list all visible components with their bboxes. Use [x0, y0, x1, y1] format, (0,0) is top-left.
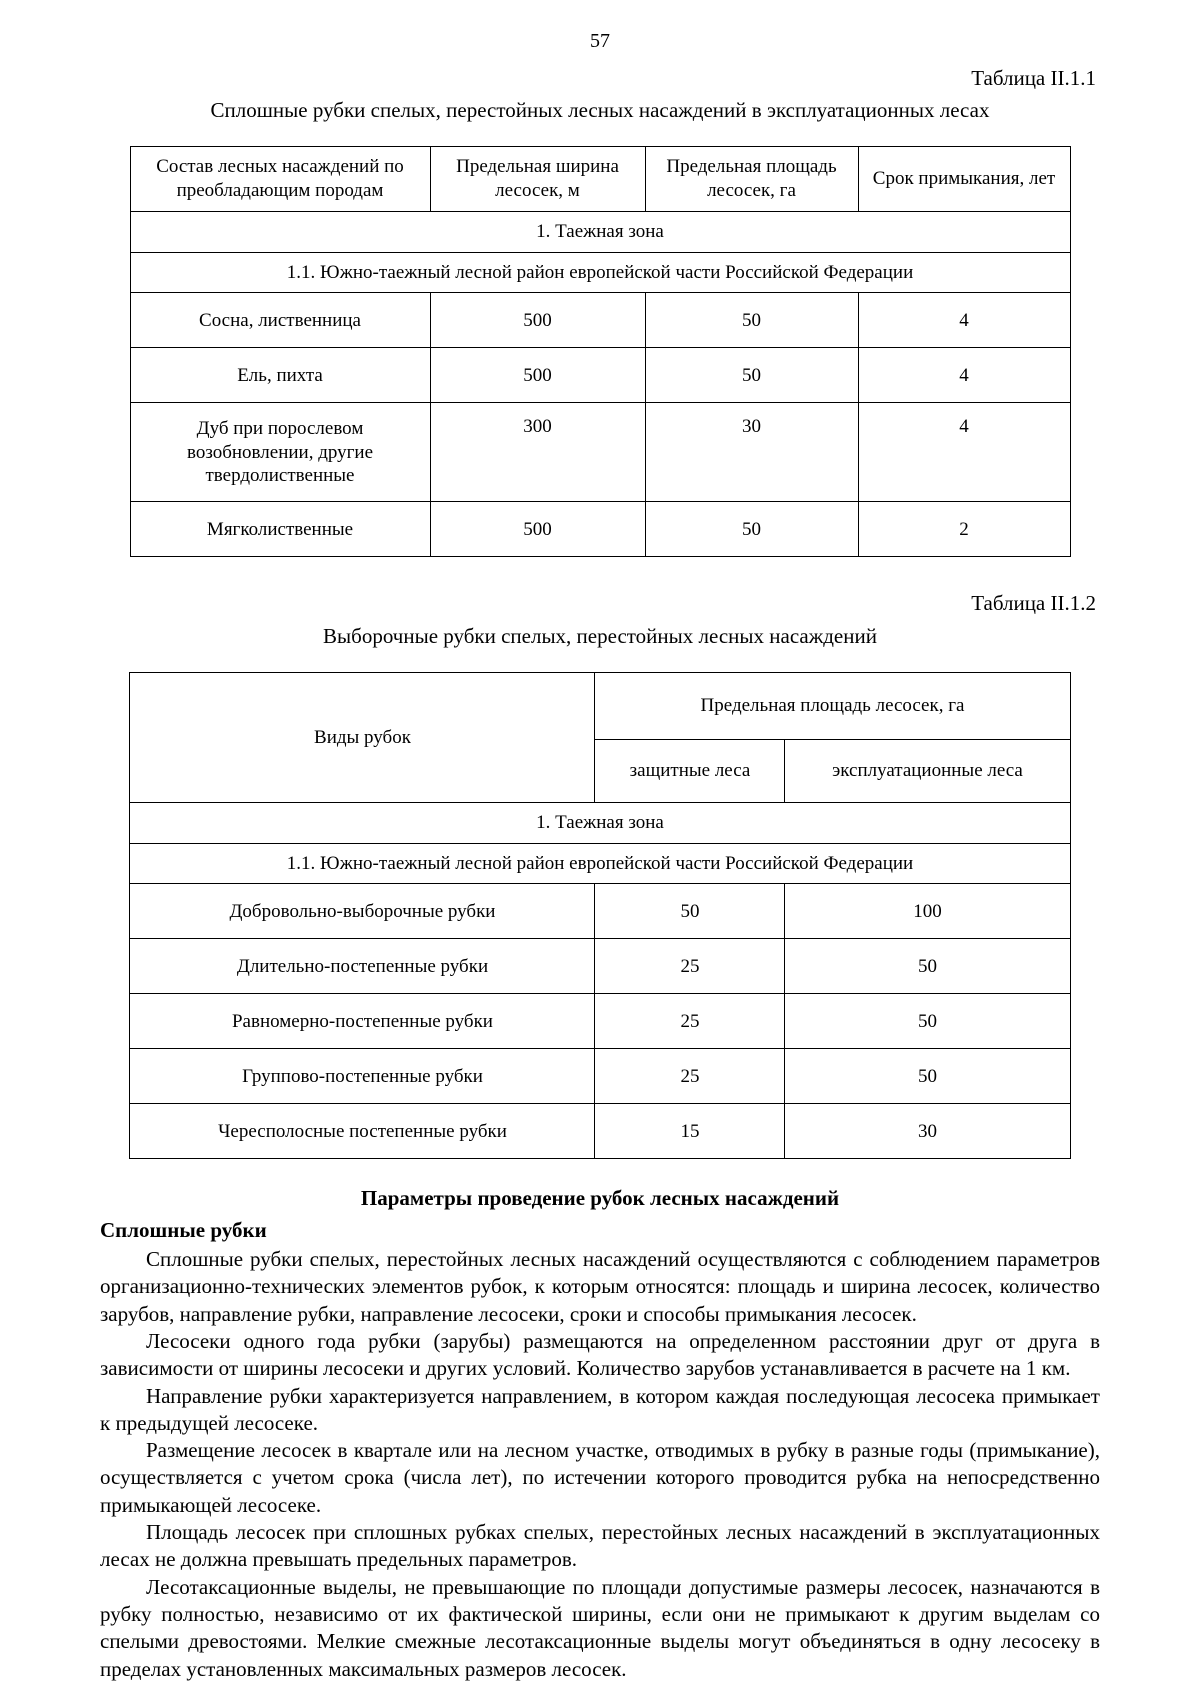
table-felling-selective — [129, 672, 1070, 1160]
operational-cell: 30 — [785, 1104, 1070, 1159]
term-cell: 2 — [858, 502, 1070, 557]
table-row — [130, 293, 1070, 348]
paragraph: Сплошные рубки спелых, перестойных лесных насаждений осуществляются с соблюдением параметров организационно-технических элементов рубок, к которым относятся: площадь и ширина лесосек, количество зарубов, направление рубки, направление лесосеки, сроки и способы примыкания лесосек. — [100, 1247, 1100, 1326]
operational-cell: 50 — [785, 994, 1070, 1049]
felling-type-cell: Группово-постепенные рубки — [130, 1049, 595, 1104]
table-1-header-cell: Срок примыкания, лет — [858, 147, 1070, 212]
width-cell: 500 — [430, 293, 645, 348]
table-2-region-row — [130, 843, 1070, 884]
area-cell: 50 — [645, 502, 858, 557]
species-cell: Ель, пихта — [130, 348, 430, 403]
area-cell: 50 — [645, 348, 858, 403]
paragraph: Размещение лесосек в квартале или на лесном участке, отводимых в рубку в разные годы (примыкание), осуществляется с учетом срока (числа лет), по истечении которого проводится рубка на непосредственно примыкающей лесосеке. — [100, 1438, 1100, 1517]
felling-type-cell: Длительно-постепенные рубки — [130, 939, 595, 994]
width-cell: 500 — [430, 502, 645, 557]
table-2-header-cell-kinds: Виды рубок — [130, 672, 595, 802]
term-cell: 4 — [858, 403, 1070, 502]
table-felling-clearcut — [130, 146, 1071, 557]
operational-cell: 100 — [785, 884, 1070, 939]
species-cell: Мягколиственные — [130, 502, 430, 557]
area-cell: 50 — [645, 293, 858, 348]
term-cell: 4 — [858, 293, 1070, 348]
table-row — [130, 1049, 1070, 1104]
paragraph: Направление рубки характеризуется направлением, в котором каждая последующая лесосека примыкает к предыдущей лесосеке. — [100, 1383, 1100, 1435]
operational-cell: 50 — [785, 1049, 1070, 1104]
body-text-block — [100, 1246, 1100, 1683]
table-1-zone-cell: 1. Таежная зона — [130, 211, 1070, 252]
operational-cell: 50 — [785, 939, 1070, 994]
table-gap-1 — [100, 557, 1100, 591]
table-row — [130, 884, 1070, 939]
table-2-title: Выборочные рубки спелых, перестойных лесных насаждений — [323, 623, 877, 648]
table-row — [130, 994, 1070, 1049]
table-1-region-cell: 1.1. Южно-таежный лесной район европейской части Российской Федерации — [130, 252, 1070, 293]
width-cell: 300 — [430, 403, 645, 502]
table-row — [130, 403, 1070, 502]
protective-cell: 25 — [595, 939, 785, 994]
protective-cell: 50 — [595, 884, 785, 939]
felling-type-cell: Равномерно-постепенные рубки — [130, 994, 595, 1049]
section-heading: Параметры проведение рубок лесных насаждений — [360, 1186, 840, 1211]
table-2-zone-cell: 1. Таежная зона — [130, 802, 1070, 843]
table-row — [130, 939, 1070, 994]
area-cell: 30 — [645, 403, 858, 502]
table-2-region-cell: 1.1. Южно-таежный лесной район европейской части Российской Федерации — [130, 843, 1070, 884]
table-1-region-row — [130, 252, 1070, 293]
table-row — [130, 1104, 1070, 1159]
table-1-header-cell: Предельная площадь лесосек, га — [645, 147, 858, 212]
width-cell: 500 — [430, 348, 645, 403]
felling-type-cell: Чересполосные постепенные рубки — [130, 1104, 595, 1159]
paragraph: Площадь лесосек при сплошных рубках спелых, перестойных лесных насаждений в эксплуатационных лесах не должна превышать предельных параметров. — [100, 1520, 1100, 1572]
paragraph: Лесотаксационные выделы, не превышающие по площади допустимые размеры лесосек, назначаются в рубку полностью, независимо от их фактической ширины, если они не примыкают к другим выделам со спелыми древостоями. Мелкие смежные лесотаксационные выделы могут объединяться в одну лесосеку в пределах установленных максимальных размеров лесосек. — [100, 1574, 1100, 1681]
species-cell: Сосна, лиственница — [130, 293, 430, 348]
protective-cell: 15 — [595, 1104, 785, 1159]
table-2-header-cell-protective: защитные леса — [595, 739, 785, 802]
protective-cell: 25 — [595, 1049, 785, 1104]
table-1-header-cell: Предельная ширина лесосек, м — [430, 147, 645, 212]
table-1-title: Сплошные рубки спелых, перестойных лесных насаждений в эксплуатационных лесах — [210, 98, 990, 123]
table-1-label: Таблица II.1.1 — [971, 66, 1096, 90]
felling-type-cell: Добровольно-выборочные рубки — [130, 884, 595, 939]
paragraph: Лесосеки одного года рубки (зарубы) размещаются на определенном расстоянии друг от друга в зависимости от ширины лесосеки и других условий. Количество зарубов устанавливается в расчете на 1 км. — [100, 1328, 1100, 1381]
table-1-zone-row — [130, 211, 1070, 252]
table-2-label: Таблица II.1.2 — [971, 591, 1096, 616]
table-1-header-row — [130, 147, 1070, 212]
table-2-zone-row — [130, 802, 1070, 843]
table-row — [130, 348, 1070, 403]
protective-cell: 25 — [595, 994, 785, 1049]
sub-heading: Сплошные рубки — [100, 1217, 267, 1242]
table-2-header-cell-group: Предельная площадь лесосек, га — [595, 672, 1070, 739]
table-2-header-row-top — [130, 672, 1070, 739]
table-1-header-cell: Состав лесных насаждений по преобладающим породам — [130, 147, 430, 212]
term-cell: 4 — [858, 348, 1070, 403]
species-cell: Дуб при порослевом возобновлении, другие твердолиственные — [130, 403, 430, 502]
table-2-header-cell-operational: эксплуатационные леса — [785, 739, 1070, 802]
page-number: 57 — [590, 30, 610, 52]
table-row — [130, 502, 1070, 557]
